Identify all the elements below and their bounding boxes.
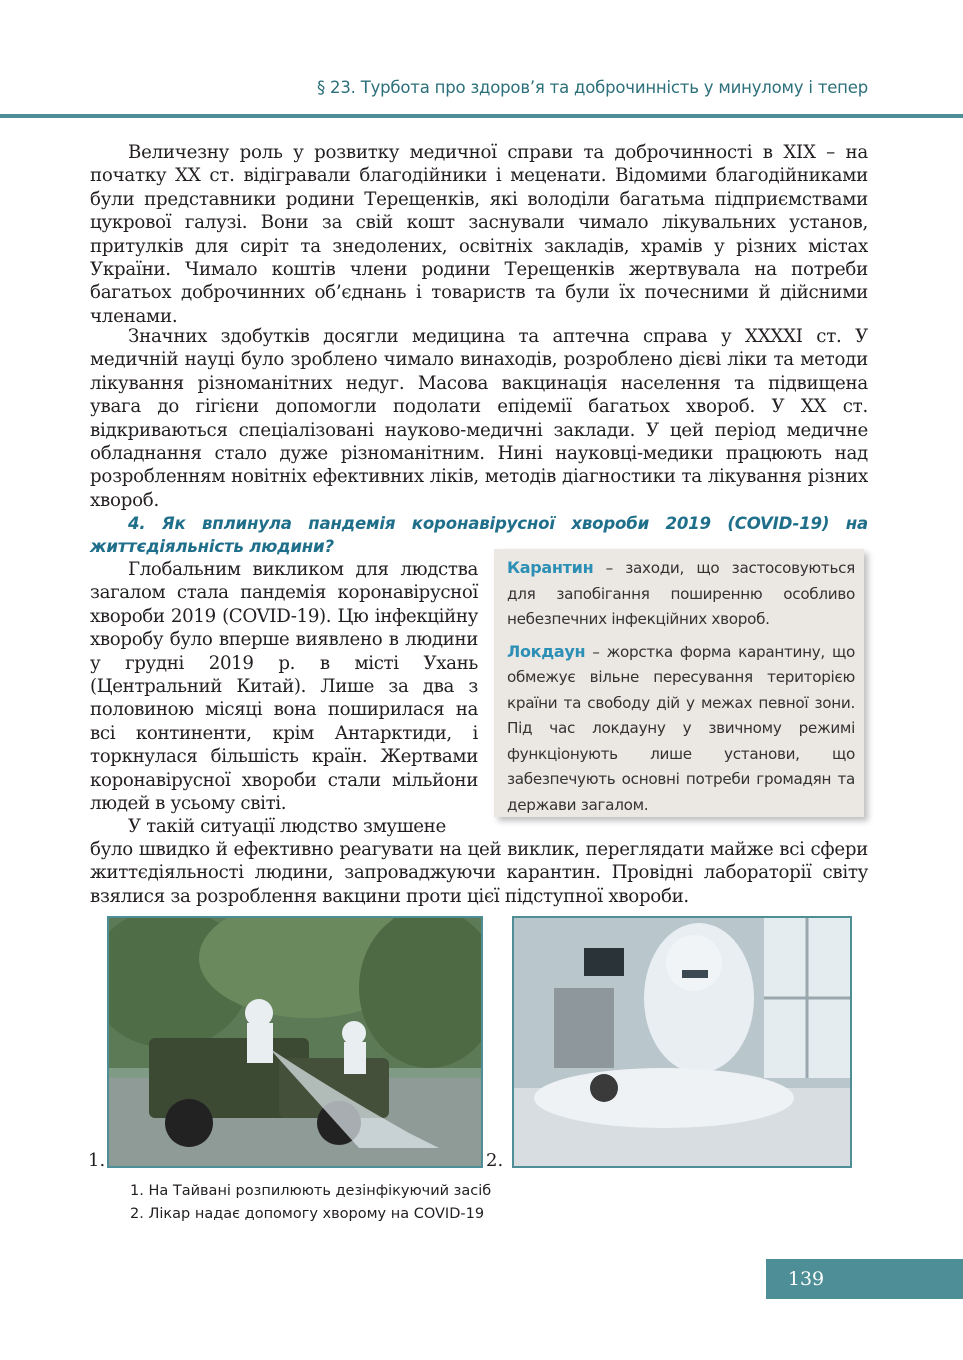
- header-divider: [0, 114, 963, 118]
- definition-quarantine-text: – заходи, що застосовуються для запобігання поширенню особливо небезпечних інфекційних хвороб.: [507, 559, 855, 628]
- paragraph-philanthropy: [90, 141, 868, 328]
- definition-quarantine: [507, 555, 855, 633]
- paragraph-text: У такій ситуації людство змушене: [128, 816, 446, 837]
- paragraph-response-start: [90, 815, 478, 838]
- paragraph-pandemic: [90, 558, 478, 815]
- definition-lockdown: [507, 639, 855, 819]
- definitions-box: [494, 549, 864, 817]
- page-number: 139: [766, 1259, 963, 1299]
- caption-2: 2. Лікар надає допомогу хворому на COVID-19: [130, 1206, 485, 1222]
- definition-lockdown-text: – жорстка форма карантину, що обмежує вільне пересування територією країни та свободу дій у межах певної зони. Під час локдауну у звичному режимі функціонують лише установи, що забезпечують основні потреби громадян та держави загалом.: [507, 642, 855, 814]
- paragraph-medicine-achievements: [90, 325, 868, 512]
- paragraph-response-continued: було швидко й ефективно реагувати на цей виклик, переглядати майже всі сфери життєдіяльності людини, запроваджуючи карантин. Провідні лабораторії світу взялися за розроблення вакцини проти цієї підступної хвороби.: [90, 839, 868, 907]
- caption-1: 1. На Тайвані розпилюють дезінфікуючий засіб: [130, 1183, 492, 1199]
- paragraph-text: Величезну роль у розвитку медичної справи та доброчинності в ХІХ – на початку ХХ ст. відігравали благодійники і меценати. Відомими благодійниками були представники родини Терещенків, які володіли багатьма підприємствами цукрової галузі. Вони за свій кошт заснували чимало лікувальних установ, притулків для сиріт та знедолених, освітніх закладів, храмів у різних містах України. Чимало коштів члени родини Терещенків жертвувала на потреби багатьох доброчинних об’єднань і товариств та були їх почесними й дійсними членами.: [90, 142, 868, 327]
- paragraph-text: Глобальним викликом для людства загалом стала пандемія коронавірусної хвороби 2019 (COVID-19). Цю інфекційну хворобу було вперше виявлено в людини у грудні 2019 р. в місті Ухань (Центральний Китай). Лише за два з половиною місяці вона поширилася на всі континенти, крім Антарктиди, і торкнулася більшість країн. Жертвами коронавірусної хвороби стали мільйони людей в усьому світі.: [90, 559, 478, 815]
- term-quarantine: Карантин: [507, 558, 594, 577]
- paragraph-text: Значних здобутків досягли медицина та аптечна справа у ХХХXІ ст. У медичній науці було зроблено чимало винаходів, розроблено дієві ліки та методи лікування різноманітних недуг. Масова вакцинація населення та підвищена увага до гігієни допомогли подолати епідемії багатьох хвороб. У ХХ ст. відкриваються спеціалізовані науково-медичні заклади. У цей період медичне обладнання стало дуже різноманітним. Нині науковці-медики працюють над розробленням новітніх ефективних ліків, методів діагностики та лікування різних хвороб.: [90, 326, 868, 511]
- figure-number-2: 2.: [486, 1150, 504, 1171]
- question-text: 4. Як вплинула пандемія коронавірусної хвороби 2019 (COVID-19) на життєдіяльність людини?: [90, 514, 868, 556]
- term-lockdown: Локдаун: [507, 641, 586, 661]
- photo-disinfection-taiwan: [107, 916, 483, 1168]
- figure-captions: [130, 1180, 491, 1226]
- figure-number-1: 1.: [88, 1150, 106, 1171]
- photo-doctor-covid-patient: [512, 916, 852, 1168]
- page-header-title: § 23. Турбота про здоров’я та доброчинність у минулому і тепер: [316, 78, 868, 97]
